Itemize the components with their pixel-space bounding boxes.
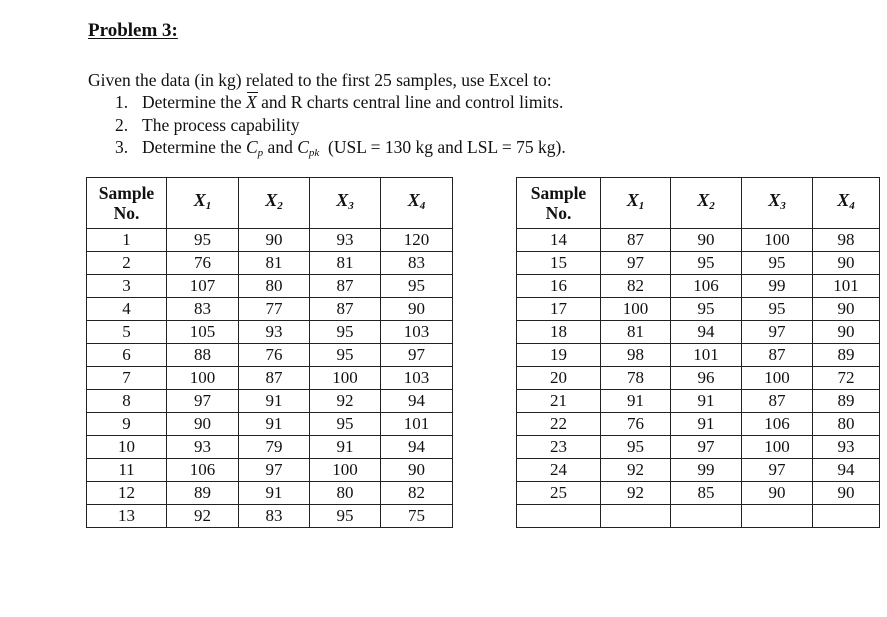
measurement-cell: 91 (601, 390, 671, 413)
measurement-cell: 90 (167, 413, 239, 436)
task-text: Determine the (142, 137, 246, 157)
measurement-cell: 90 (813, 298, 880, 321)
measurement-cell: 90 (813, 482, 880, 505)
measurement-cell: 97 (167, 390, 239, 413)
measurement-cell: 78 (601, 367, 671, 390)
task-text: (USL = 130 kg and LSL = 75 kg). (319, 137, 566, 157)
table-row (87, 252, 880, 275)
measurement-cell: 77 (239, 298, 310, 321)
sample-number-cell: 5 (87, 321, 167, 344)
sample-no-header: Sample No. (87, 178, 167, 229)
measurement-cell: 87 (742, 344, 813, 367)
measurement-cell: 91 (671, 413, 742, 436)
sample-data-table (86, 177, 880, 528)
x4-header: X4 (813, 178, 880, 229)
measurement-cell: 106 (167, 459, 239, 482)
sample-number-cell: 3 (87, 275, 167, 298)
measurement-cell: 83 (239, 505, 310, 528)
task-text: and R charts central line and control limits. (256, 92, 564, 112)
measurement-cell: 94 (671, 321, 742, 344)
sample-number-cell: 25 (517, 482, 601, 505)
measurement-cell: 99 (671, 459, 742, 482)
measurement-cell: 91 (239, 413, 310, 436)
measurement-cell (813, 505, 880, 528)
cp-symbol: $C_p$ (245, 137, 264, 159)
measurement-cell: 100 (601, 298, 671, 321)
sample-number-cell: 8 (87, 390, 167, 413)
measurement-cell: 90 (813, 252, 880, 275)
task-text: The process capability (142, 114, 300, 135)
measurement-cell: 98 (813, 229, 880, 252)
measurement-cell: 80 (813, 413, 880, 436)
table-header-row (87, 178, 880, 229)
measurement-cell: 89 (813, 390, 880, 413)
sample-number-cell: 7 (87, 367, 167, 390)
task-item-3 (115, 136, 566, 159)
sample-no-header: Sample No. (517, 178, 601, 229)
table-gap (453, 367, 517, 390)
measurement-cell: 95 (601, 436, 671, 459)
measurement-cell: 95 (742, 252, 813, 275)
measurement-cell: 106 (742, 413, 813, 436)
sample-number-cell: 14 (517, 229, 601, 252)
measurement-cell: 100 (742, 436, 813, 459)
task-number: 1. (115, 92, 129, 112)
measurement-cell: 83 (381, 252, 453, 275)
table-gap (453, 390, 517, 413)
task-item-1 (115, 91, 566, 114)
measurement-cell: 93 (239, 321, 310, 344)
sample-number-cell: 9 (87, 413, 167, 436)
sample-number-cell: 17 (517, 298, 601, 321)
table-row (87, 344, 880, 367)
measurement-cell: 87 (310, 298, 381, 321)
measurement-cell: 75 (381, 505, 453, 528)
sample-number-cell: 20 (517, 367, 601, 390)
measurement-cell: 96 (671, 367, 742, 390)
table-gap (453, 459, 517, 482)
measurement-cell: 97 (601, 252, 671, 275)
measurement-cell: 95 (310, 344, 381, 367)
table-row (87, 367, 880, 390)
measurement-cell: 100 (742, 229, 813, 252)
x1-header: X1 (601, 178, 671, 229)
measurement-cell: 97 (671, 436, 742, 459)
sample-number-cell: 22 (517, 413, 601, 436)
measurement-cell: 95 (381, 275, 453, 298)
measurement-cell: 97 (742, 459, 813, 482)
sample-number-cell: 4 (87, 298, 167, 321)
measurement-cell: 100 (167, 367, 239, 390)
measurement-cell: 100 (310, 459, 381, 482)
measurement-cell: 81 (601, 321, 671, 344)
table-row (87, 505, 880, 528)
measurement-cell (742, 505, 813, 528)
sample-number-cell: 21 (517, 390, 601, 413)
measurement-cell: 81 (310, 252, 381, 275)
sample-number-cell: 11 (87, 459, 167, 482)
measurement-cell: 103 (381, 367, 453, 390)
measurement-cell: 100 (742, 367, 813, 390)
sample-number-cell: 15 (517, 252, 601, 275)
measurement-cell: 101 (813, 275, 880, 298)
measurement-cell (671, 505, 742, 528)
table-gap (453, 436, 517, 459)
measurement-cell: 87 (310, 275, 381, 298)
measurement-cell: 107 (167, 275, 239, 298)
measurement-cell: 99 (742, 275, 813, 298)
measurement-cell: 95 (310, 321, 381, 344)
measurement-cell: 91 (239, 482, 310, 505)
measurement-cell: 93 (310, 229, 381, 252)
measurement-cell: 90 (813, 321, 880, 344)
sample-number-cell: 13 (87, 505, 167, 528)
x2-header: X2 (671, 178, 742, 229)
x1-header: X1 (167, 178, 239, 229)
measurement-cell: 97 (742, 321, 813, 344)
measurement-cell: 80 (239, 275, 310, 298)
task-number: 3. (115, 137, 129, 157)
measurement-cell: 90 (381, 459, 453, 482)
table-gap (453, 482, 517, 505)
measurement-cell: 92 (601, 459, 671, 482)
measurement-cell: 100 (310, 367, 381, 390)
measurement-cell: 82 (601, 275, 671, 298)
table-gap (453, 344, 517, 367)
problem-title: Problem 3: (88, 20, 178, 41)
task-number: 2. (115, 114, 129, 135)
x3-header: X3 (742, 178, 813, 229)
measurement-cell: 97 (381, 344, 453, 367)
table-gap (453, 275, 517, 298)
measurement-cell: 90 (239, 229, 310, 252)
table-gap (453, 298, 517, 321)
measurement-cell: 79 (239, 436, 310, 459)
table-row (87, 482, 880, 505)
sample-number-cell: 12 (87, 482, 167, 505)
measurement-cell: 82 (381, 482, 453, 505)
measurement-cell: 95 (310, 413, 381, 436)
measurement-cell: 76 (601, 413, 671, 436)
measurement-cell: 98 (601, 344, 671, 367)
measurement-cell: 88 (167, 344, 239, 367)
table-row (87, 298, 880, 321)
task-item-2 (115, 114, 566, 137)
measurement-cell: 76 (239, 344, 310, 367)
measurement-cell: 105 (167, 321, 239, 344)
x-bar-symbol: X (245, 92, 257, 112)
measurement-cell: 81 (239, 252, 310, 275)
x2-header: X2 (239, 178, 310, 229)
table-gap (453, 413, 517, 436)
measurement-cell: 97 (239, 459, 310, 482)
measurement-cell: 83 (167, 298, 239, 321)
measurement-cell: 95 (671, 298, 742, 321)
cpk-symbol: $C_{pk}$ (297, 137, 320, 159)
measurement-cell (601, 505, 671, 528)
measurement-cell: 92 (310, 390, 381, 413)
table-row (87, 390, 880, 413)
measurement-cell: 101 (381, 413, 453, 436)
sample-number-cell: 2 (87, 252, 167, 275)
measurement-cell: 101 (671, 344, 742, 367)
measurement-cell: 85 (671, 482, 742, 505)
table-row (87, 413, 880, 436)
sample-number-cell: 10 (87, 436, 167, 459)
table-row (87, 275, 880, 298)
task-text: and (263, 137, 298, 157)
measurement-cell: 103 (381, 321, 453, 344)
measurement-cell: 91 (239, 390, 310, 413)
measurement-cell: 91 (671, 390, 742, 413)
sample-number-cell: 23 (517, 436, 601, 459)
table-row (87, 321, 880, 344)
measurement-cell: 90 (742, 482, 813, 505)
measurement-cell: 87 (601, 229, 671, 252)
measurement-cell: 93 (167, 436, 239, 459)
task-list (115, 91, 566, 159)
sample-number-cell: 19 (517, 344, 601, 367)
measurement-cell: 106 (671, 275, 742, 298)
measurement-cell: 72 (813, 367, 880, 390)
measurement-cell: 95 (742, 298, 813, 321)
sample-number-cell (517, 505, 601, 528)
measurement-cell: 80 (310, 482, 381, 505)
measurement-cell: 87 (742, 390, 813, 413)
sample-number-cell: 6 (87, 344, 167, 367)
sample-number-cell: 16 (517, 275, 601, 298)
measurement-cell: 90 (671, 229, 742, 252)
measurement-cell: 120 (381, 229, 453, 252)
measurement-cell: 87 (239, 367, 310, 390)
measurement-cell: 93 (813, 436, 880, 459)
measurement-cell: 76 (167, 252, 239, 275)
measurement-cell: 92 (601, 482, 671, 505)
sample-number-cell: 24 (517, 459, 601, 482)
measurement-cell: 91 (310, 436, 381, 459)
sample-number-cell: 1 (87, 229, 167, 252)
measurement-cell: 89 (813, 344, 880, 367)
sample-number-cell: 18 (517, 321, 601, 344)
problem-intro: Given the data (in kg) related to the first 25 samples, use Excel to: (88, 70, 552, 90)
table-row (87, 436, 880, 459)
measurement-cell: 94 (381, 436, 453, 459)
measurement-cell: 95 (310, 505, 381, 528)
table-gap (453, 321, 517, 344)
measurement-cell: 95 (167, 229, 239, 252)
x3-header: X3 (310, 178, 381, 229)
measurement-cell: 95 (671, 252, 742, 275)
measurement-cell: 89 (167, 482, 239, 505)
x4-header: X4 (381, 178, 453, 229)
measurement-cell: 94 (813, 459, 880, 482)
task-text: Determine the (142, 92, 246, 112)
table-gap (453, 252, 517, 275)
measurement-cell: 94 (381, 390, 453, 413)
table-gap (453, 229, 517, 252)
measurement-cell: 90 (381, 298, 453, 321)
table-gap (453, 178, 517, 229)
measurement-cell: 92 (167, 505, 239, 528)
table-gap (453, 505, 517, 528)
table-row (87, 229, 880, 252)
table-row (87, 459, 880, 482)
